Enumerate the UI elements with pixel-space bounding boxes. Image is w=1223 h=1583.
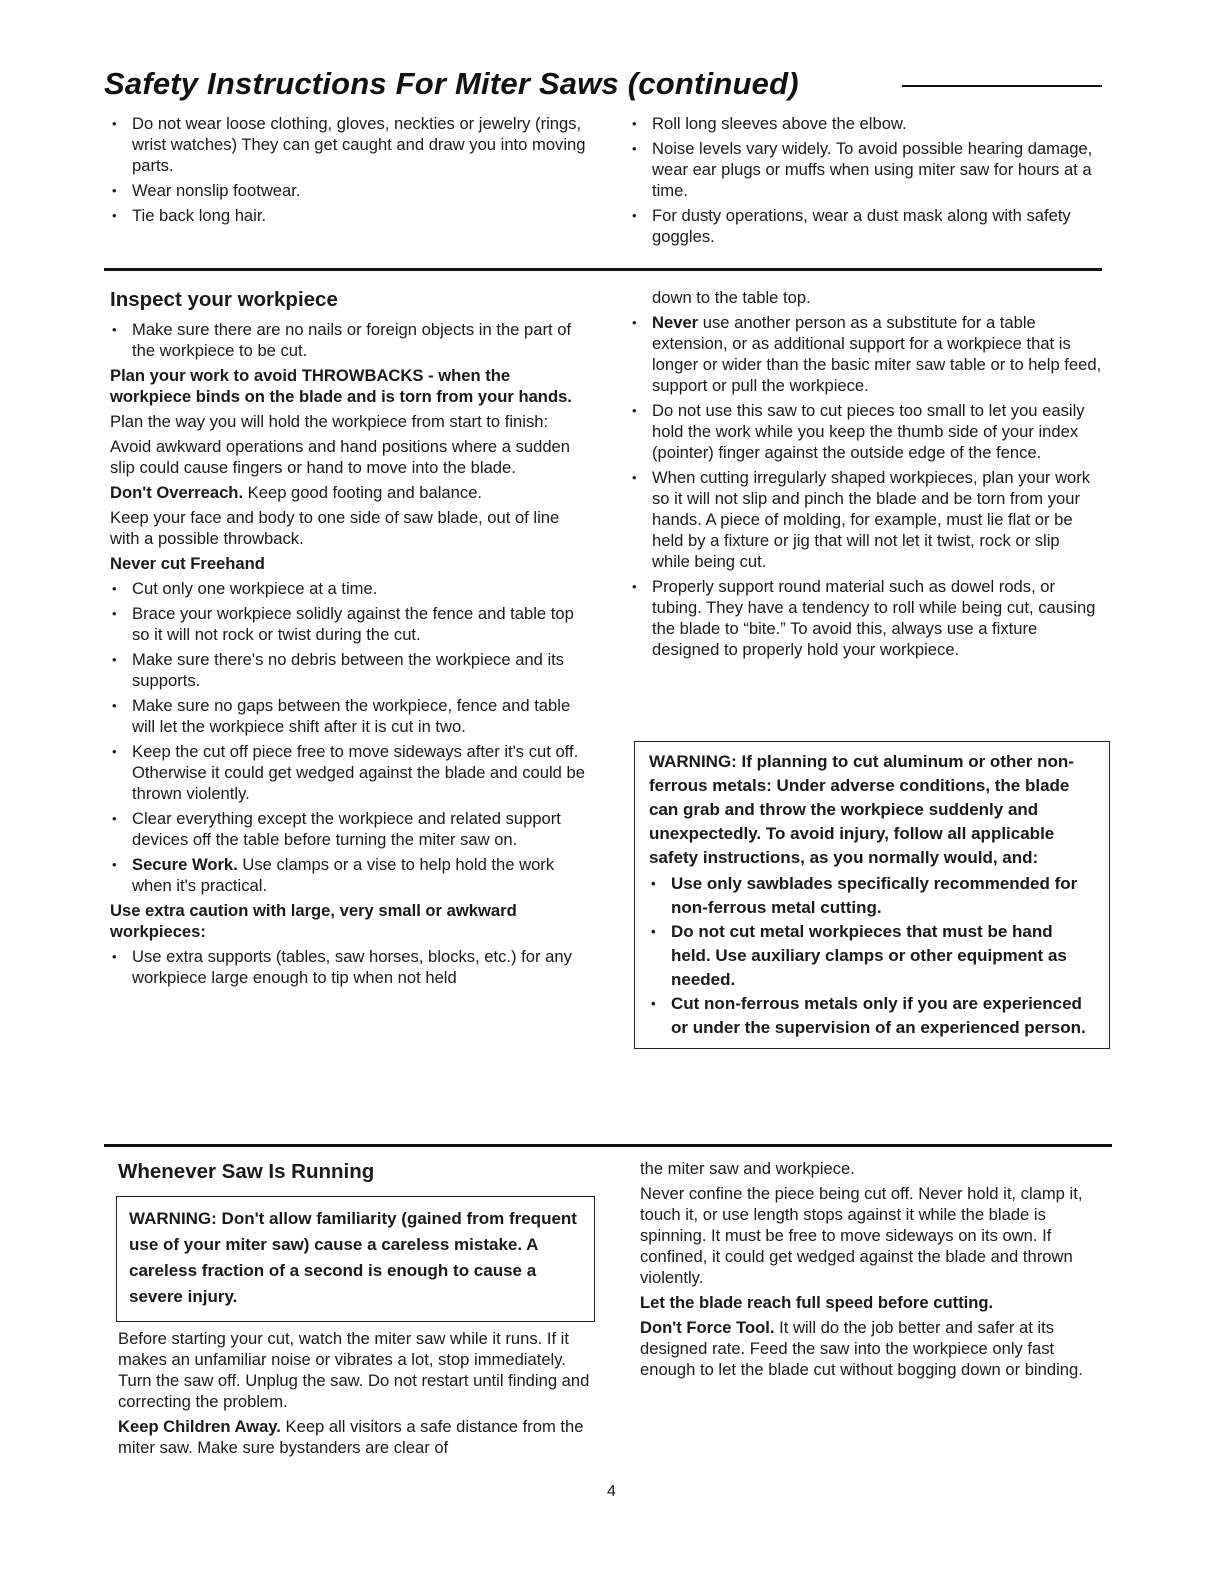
section-divider — [104, 1144, 1112, 1147]
top-left-column — [110, 113, 586, 230]
overreach-lead: Don't Overreach. — [110, 483, 244, 502]
before-paragraph: Before starting your cut, watch the miter saw while it runs. If it makes an unfamiliar noise or vibrates a lot, stop immediately. Turn the saw off. Unplug the saw. Do not restart until finding and correcting the problem. — [118, 1329, 590, 1411]
force-text: It will do the job better and safer at its designed rate. Feed the saw into the workpiece only fast enough to let the blade cut without bogging down or binding. — [640, 1318, 1083, 1379]
list-item: • Use only sawblades specifically recommended for non-ferrous metal cutting. — [649, 872, 1095, 920]
warning-box-familiarity — [116, 1196, 595, 1322]
freehand-heading: Never cut Freehand — [110, 554, 265, 573]
warning-box-nonferrous — [634, 741, 1110, 1049]
list-item: • Clear everything except the workpiece and related support devices off the table before turning the miter saw on. — [110, 808, 586, 850]
inspect-right-column — [630, 287, 1102, 664]
list-item: • Wear nonslip footwear. — [110, 180, 586, 201]
full-speed-heading: Let the blade reach full speed before cutting. — [640, 1293, 994, 1312]
overreach-text: Keep good footing and balance. — [243, 483, 483, 502]
list-item: • For dusty operations, wear a dust mask along with safety goggles. — [630, 205, 1102, 247]
list-item — [630, 312, 1102, 396]
list-item: • Cut non-ferrous metals only if you are experienced or under the supervision of an experienced person. — [649, 992, 1095, 1040]
never-text: use another person as a substitute for a table extension, or as additional support for a workpiece that is longer or wider than the basic miter saw table or to help feed, support or pull the workpiece. — [652, 313, 1102, 395]
inspect-left-column — [110, 287, 586, 992]
force-lead: Don't Force Tool. — [640, 1318, 775, 1337]
warning-text: WARNING: Don't allow familiarity (gained from frequent use of your miter saw) cause a careless mistake. A careless fraction of a second is enough to cause a severe injury. — [129, 1209, 577, 1306]
list-item: • Brace your workpiece solidly against the fence and table top so it will not rock or twist during the cut. — [110, 603, 586, 645]
list-item: • Tie back long hair. — [110, 205, 586, 226]
section-heading-inspect: Inspect your workpiece — [110, 288, 338, 311]
list-item: • Do not use this saw to cut pieces too small to let you easily hold the work while you keep the thumb side of your index (pointer) finger against the outside edge of the fence. — [630, 400, 1102, 463]
force-paragraph — [640, 1317, 1112, 1380]
list-item: • Keep the cut off piece free to move sideways after it's cut off. Otherwise it could get wedged against the blade and could be thrown violently. — [110, 741, 586, 804]
top-right-column — [630, 113, 1102, 251]
throwbacks-heading: Plan your work to avoid THROWBACKS - when the workpiece binds on the blade and is torn from your hands. — [110, 366, 572, 406]
running-left-column — [118, 1159, 594, 1185]
continued-text: the miter saw and workpiece. — [640, 1159, 855, 1178]
children-text: Keep all visitors a safe distance from the miter saw. Make sure bystanders are clear of — [118, 1417, 584, 1457]
never-confine-paragraph: Never confine the piece being cut off. Never hold it, clamp it, touch it, or use length stops against it while the blade is spinning. It must be free to move sideways on its own. If confined, it could get wedged against the blade and thrown violently. — [640, 1184, 1083, 1287]
running-left-body — [118, 1328, 594, 1462]
page-number: 4 — [607, 1483, 616, 1500]
page-title: Safety Instructions For Miter Saws (continued) — [104, 66, 799, 101]
keep-face-paragraph: Keep your face and body to one side of saw blade, out of line with a possible throwback. — [110, 508, 560, 548]
running-right-column — [640, 1158, 1112, 1384]
overreach-paragraph — [110, 482, 586, 503]
avoid-paragraph: Avoid awkward operations and hand positions where a sudden slip could cause fingers or hand to move into the blade. — [110, 437, 571, 477]
list-item: • Do not cut metal workpieces that must be hand held. Use auxiliary clamps or other equipment as needed. — [649, 920, 1095, 992]
never-lead: Never — [652, 313, 699, 332]
secure-text: Use clamps or a vise to help hold the work when it's practical. — [132, 855, 555, 895]
section-divider — [104, 268, 1102, 271]
list-item: • Use extra supports (tables, saw horses, blocks, etc.) for any workpiece large enough to tip when not held — [110, 946, 586, 988]
warning-text: WARNING: If planning to cut aluminum or other non-ferrous metals: Under adverse conditions, the blade can grab and throw the workpiece suddenly and unexpectedly. To avoid injury, follow all applicable safety instructions, as you normally would, and: — [649, 752, 1074, 867]
list-item: • Roll long sleeves above the elbow. — [630, 113, 1102, 134]
secure-lead: Secure Work. — [132, 855, 238, 874]
continued-text: down to the table top. — [652, 288, 811, 307]
list-item — [110, 854, 586, 896]
plan-paragraph: Plan the way you will hold the workpiece from start to finish: — [110, 412, 549, 431]
section-heading-running: Whenever Saw Is Running — [118, 1160, 375, 1183]
children-lead: Keep Children Away. — [118, 1417, 281, 1436]
list-item: • Make sure there's no debris between the workpiece and its supports. — [110, 649, 586, 691]
list-item: • Properly support round material such as dowel rods, or tubing. They have a tendency to roll while being cut, causing the blade to “bite.” To avoid this, always use a fixture designed to properly hold your workpiece. — [630, 576, 1102, 660]
list-item: • Noise levels vary widely. To avoid possible hearing damage, wear ear plugs or muffs when using miter saw for hours at a time. — [630, 138, 1102, 201]
list-item: • When cutting irregularly shaped workpieces, plan your work so it will not slip and pinch the blade and be torn from your hands. A piece of molding, for example, must lie flat or be held by a fixture or jig that will not let it twist, rock or slip while being cut. — [630, 467, 1102, 572]
title-rule — [902, 85, 1102, 87]
list-item: • Make sure no gaps between the workpiece, fence and table will let the workpiece shift after it is cut in two. — [110, 695, 586, 737]
list-item: • Do not wear loose clothing, gloves, neckties or jewelry (rings, wrist watches) They can get caught and draw you into moving parts. — [110, 113, 586, 176]
caution-heading: Use extra caution with large, very small or awkward workpieces: — [110, 901, 517, 941]
list-item: • Make sure there are no nails or foreign objects in the part of the workpiece to be cut. — [110, 319, 586, 361]
children-paragraph — [118, 1416, 594, 1458]
list-item: • Cut only one workpiece at a time. — [110, 578, 586, 599]
